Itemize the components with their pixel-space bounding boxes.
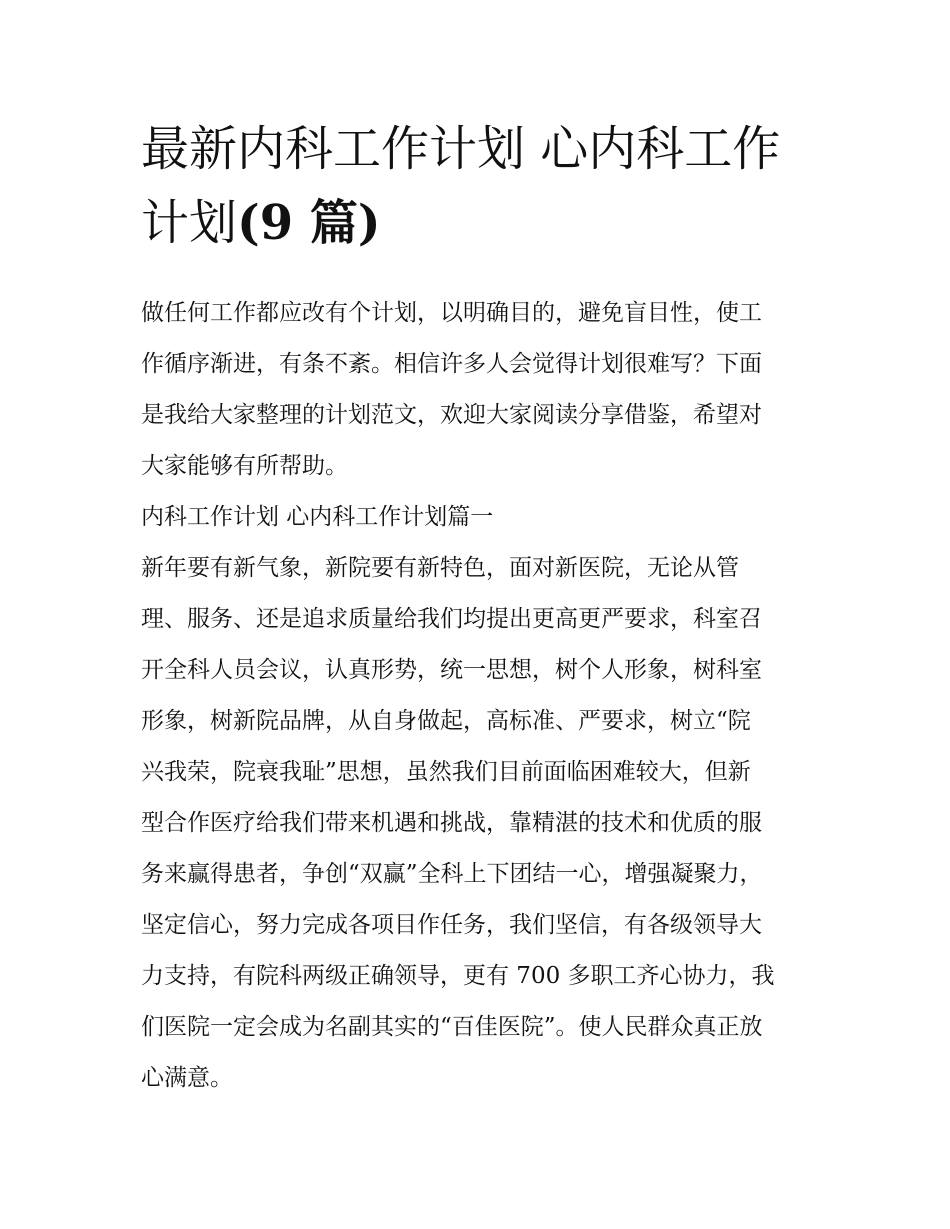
document-body: [141, 288, 813, 1104]
title-line-2-text: 计划: [141, 195, 238, 251]
title-count: (9 篇): [237, 195, 381, 251]
section-line: 们医院一定会成为名副其实的“百佳医院”。使人民群众真正放: [141, 1014, 763, 1040]
section-heading: 内科工作计划 心内科工作计划篇一: [141, 504, 494, 530]
section-line: 心满意。: [141, 1065, 233, 1091]
section-line: 型合作医疗给我们带来机遇和挑战，靠精湛的技术和优质的服: [141, 810, 762, 836]
intro-line: 做任何工作都应改有个计划，以明确目的，避免盲目性，使工: [141, 300, 762, 326]
document-content: [141, 112, 813, 1104]
section-line: 兴我荣，院衰我耻”思想，虽然我们目前面临困难较大，但新: [141, 759, 751, 785]
section-line: 新年要有新气象，新院要有新特色，面对新医院，无论从管: [141, 555, 739, 581]
section-line: 力支持，有院科两级正确领导，更有 700 多职工齐心协力，我: [141, 963, 775, 989]
section-line: 理、服务、还是追求质量给我们均提出更高更严要求，科室召: [141, 606, 762, 632]
section-paragraph: [141, 543, 813, 1104]
intro-paragraph: [141, 288, 813, 492]
section-line: 务来赢得患者，争创“双赢”全科上下团结一心，增强凝聚力，: [141, 861, 763, 887]
intro-line: 大家能够有所帮助。: [141, 453, 348, 479]
intro-line: 作循序渐进，有条不紊。相信许多人会觉得计划很难写？下面: [141, 351, 762, 377]
title-line-1: 最新内科工作计划 心内科工作: [141, 121, 781, 177]
title-line-2: [141, 186, 813, 260]
section-line: 形象，树新院品牌，从自身做起，高标准、严要求，树立“院: [141, 708, 751, 734]
section-line: 坚定信心，努力完成各项目作任务，我们坚信，有各级领导大: [141, 912, 762, 938]
section-line: 开全科人员会议，认真形势，统一思想，树个人形象，树科室: [141, 657, 762, 683]
document-title: [141, 112, 813, 260]
intro-line: 是我给大家整理的计划范文，欢迎大家阅读分享借鉴，希望对: [141, 402, 762, 428]
